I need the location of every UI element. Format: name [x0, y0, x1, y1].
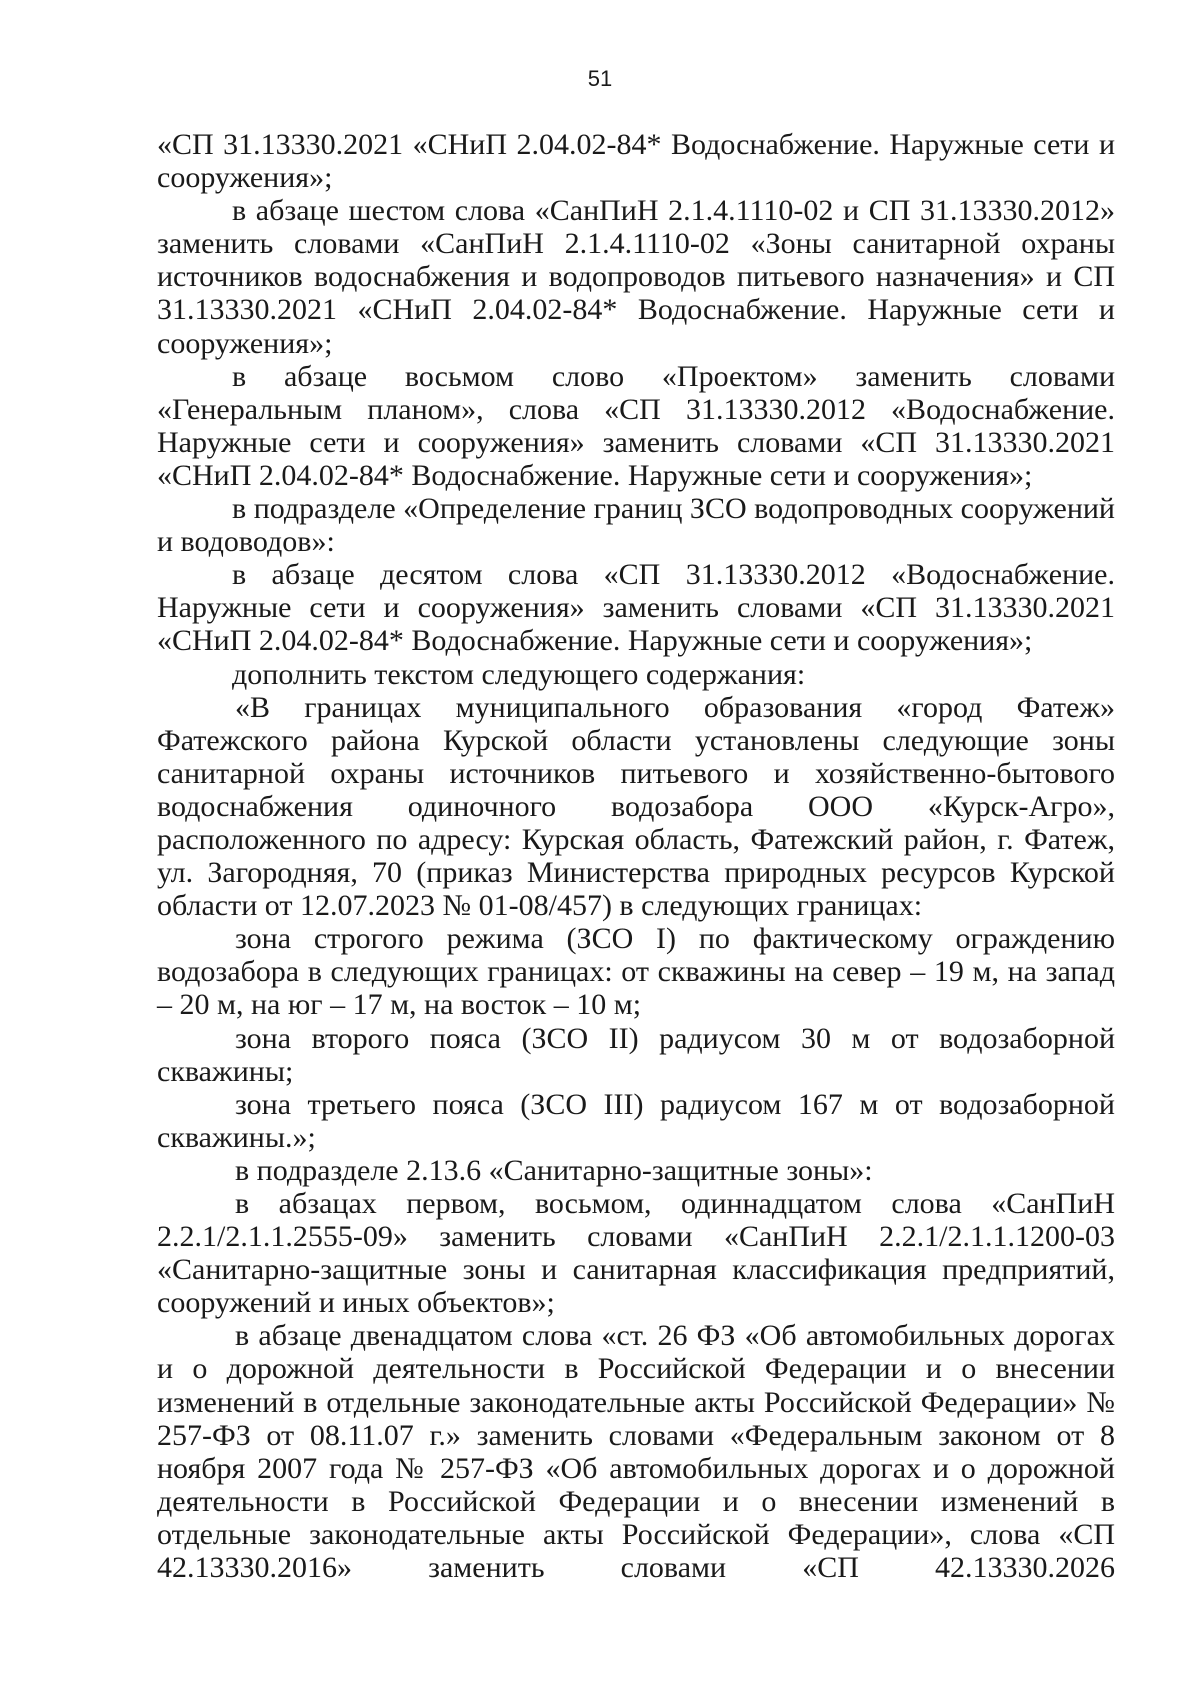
paragraph: в абзаце десятом слова «СП 31.13330.2012 «Водоснабжение. Наружные сети и сооружения» заменить словами «СП 31.13330.2021 «СНиП 2.04.02-84* Водоснабжение. Наружные сети и сооружения»; [157, 558, 1115, 658]
paragraph: зона второго пояса (ЗСО II) радиусом 30 м от водозаборной скважины; [157, 1021, 1115, 1088]
paragraph: в абзацах первом, восьмом, одиннадцатом слова «СанПиН 2.2.1/2.1.1.2555-09» заменить словами «СанПиН 2.2.1/2.1.1.1200-03 «Санитарно-защитные зоны и санитарная классификация предприятий, сооружений и иных объектов»; [157, 1187, 1115, 1320]
paragraph: в абзаце двенадцатом слова «ст. 26 ФЗ «Об автомобильных дорогах и о дорожной деятельности в Российской Федерации и о внесении изменений в отдельные законодательные акты Российской Федерации» № 257-ФЗ от 08.11.07 г.» заменить словами «Федеральным законом от 8 ноября 2007 года № 257-ФЗ «Об автомобильных дорогах и о дорожной деятельности в Российской Федерации и о внесении изменений в отдельные законодательные акты Российской Федерации», слова «СП 42.13330.2016» заменить словами «СП 42.13330.2026 [157, 1319, 1115, 1585]
page-number: 51 [587, 66, 613, 91]
paragraph: дополнить текстом следующего содержания: [232, 657, 806, 691]
quoted-paragraph: «В границах муниципального образования «город Фатеж» Фатежского района Курской области установлены следующие зоны санитарной охраны источников питьевого и хозяйственно-бытового водоснабжения одиночного водозабора ООО «Курск-Агро», расположенного по адресу: Курская область, Фатежский район, г. Фатеж, ул. Загородняя, 70 (приказ Министерства природных ресурсов Курской области от 12.07.2023 № 01-08/457) в следующих границах: [157, 690, 1115, 923]
document-body [157, 128, 1115, 1584]
paragraph: зона строгого режима (ЗСО I) по фактическому ограждению водозабора в следующих границах: от скважины на север – 19 м, на запад – 20 м, на юг – 17 м, на восток – 10 м; [157, 922, 1115, 1022]
paragraph: зона третьего пояса (ЗСО III) радиусом 167 м от водозаборной скважины.»; [157, 1087, 1115, 1154]
paragraph: в абзаце восьмом слово «Проектом» заменить словами «Генеральным планом», слова «СП 31.13330.2012 «Водоснабжение. Наружные сети и сооружения» заменить словами «СП 31.13330.2021 «СНиП 2.04.02-84* Водоснабжение. Наружные сети и сооружения»; [157, 359, 1115, 492]
paragraph: в абзаце шестом слова «СанПиН 2.1.4.1110-02 и СП 31.13330.2012» заменить словами «СанПиН 2.1.4.1110-02 «Зоны санитарной охраны источников водоснабжения и водопроводов питьевого назначения» и СП 31.13330.2021 «СНиП 2.04.02-84* Водоснабжение. Наружные сети и сооружения»; [157, 194, 1115, 360]
paragraph: «СП 31.13330.2021 «СНиП 2.04.02-84* Водоснабжение. Наружные сети и сооружения»; [157, 128, 1115, 195]
paragraph: в подразделе 2.13.6 «Санитарно-защитные зоны»: [235, 1153, 873, 1187]
paragraph: в подразделе «Определение границ ЗСО водопроводных сооружений и водоводов»: [157, 492, 1115, 559]
